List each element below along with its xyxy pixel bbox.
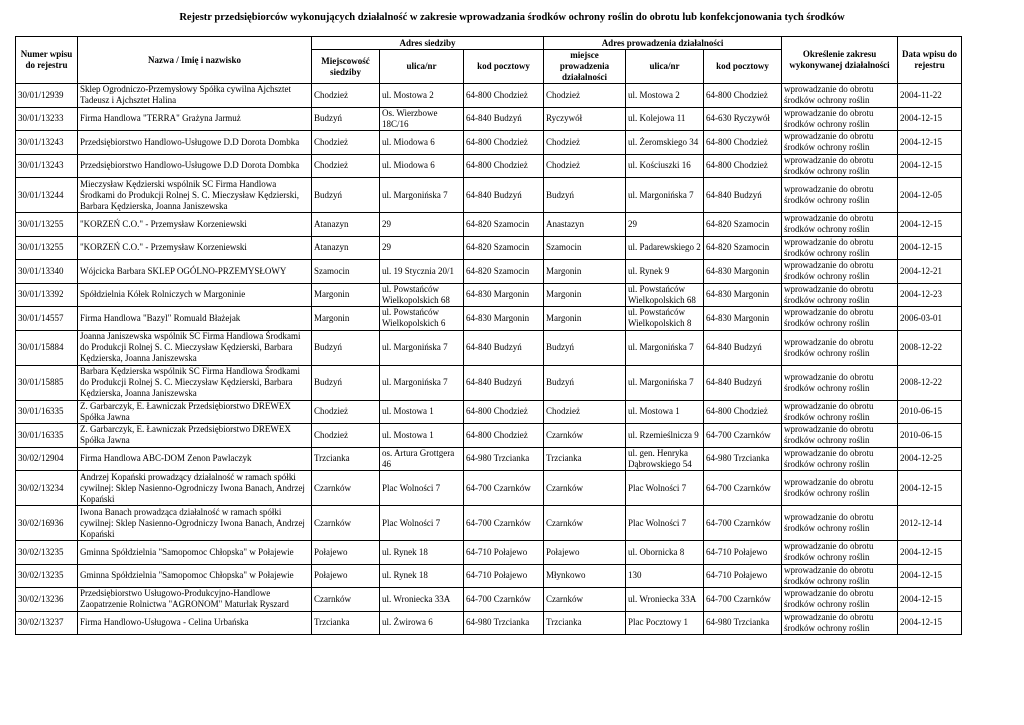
cell-kod-dzialalnosci: 64-840 Budzyń: [704, 330, 782, 365]
table-row: [16, 236, 962, 260]
cell-ulica-dzialalnosci: ul. Rynek 9: [626, 260, 704, 284]
cell-data-wpisu: 2008-12-22: [898, 365, 962, 400]
cell-miejscowosc-siedziby: Chodzież: [312, 424, 380, 448]
table-row: [16, 471, 962, 506]
cell-miejsce-dzialalnosci: Trzcianka: [544, 611, 626, 635]
cell-data-wpisu: 2006-03-01: [898, 307, 962, 331]
cell-nazwa: Mieczysław Kędzierski wspólnik SC Firma Handlowa Środkami do Produkcji Rolnej S. C. Mieczysław Kędzierski, Barbara Kędzierska, Joanna Janiszewska: [78, 178, 312, 213]
table-row: [16, 213, 962, 237]
cell-zakres: wprowadzanie do obrotu środków ochrony roślin: [782, 107, 898, 131]
cell-numer-wpisu: 30/01/15885: [16, 365, 78, 400]
table-row: [16, 131, 962, 155]
table-row: [16, 541, 962, 565]
header-kod-dzialalnosci: kod pocztowy: [704, 50, 782, 84]
cell-numer-wpisu: 30/02/13235: [16, 541, 78, 565]
cell-ulica-siedziby: ul. Wroniecka 33A: [380, 588, 464, 612]
table-row: [16, 260, 962, 284]
cell-nazwa: Iwona Banach prowadząca działalność w ramach spółki cywilnej: Sklep Nasienno-Ogrodniczy Iwona Banach, Andrzej Kopański: [78, 506, 312, 541]
cell-miejsce-dzialalnosci: Budzyń: [544, 178, 626, 213]
register-body: [16, 84, 962, 635]
cell-ulica-siedziby: Plac Wolności 7: [380, 506, 464, 541]
cell-data-wpisu: 2004-12-15: [898, 154, 962, 178]
table-row: [16, 588, 962, 612]
cell-zakres: wprowadzanie do obrotu środków ochrony roślin: [782, 283, 898, 307]
cell-nazwa: Gminna Spółdzielnia "Samopomoc Chłopska" w Połajewie: [78, 541, 312, 565]
cell-miejsce-dzialalnosci: Anastazyn: [544, 213, 626, 237]
cell-kod-dzialalnosci: 64-700 Czarnków: [704, 506, 782, 541]
cell-data-wpisu: 2010-06-15: [898, 424, 962, 448]
cell-ulica-dzialalnosci: ul. Wroniecka 33A: [626, 588, 704, 612]
cell-ulica-dzialalnosci: ul. Powstańców Wielkopolskich 68: [626, 283, 704, 307]
table-row: [16, 611, 962, 635]
header-miejsce-dzialalnosci: miejsce prowadzenia działalności: [544, 50, 626, 84]
cell-ulica-siedziby: ul. Powstańców Wielkopolskich 6: [380, 307, 464, 331]
cell-kod-siedziby: 64-800 Chodzież: [464, 154, 544, 178]
cell-ulica-dzialalnosci: ul. Mostowa 1: [626, 400, 704, 424]
cell-ulica-dzialalnosci: 130: [626, 564, 704, 588]
header-numer-wpisu: Numer wpisu do rejestru: [16, 37, 78, 84]
cell-ulica-siedziby: ul. Miodowa 6: [380, 154, 464, 178]
cell-miejscowosc-siedziby: Czarnków: [312, 471, 380, 506]
cell-miejsce-dzialalnosci: Młynkowo: [544, 564, 626, 588]
cell-miejscowosc-siedziby: Połajewo: [312, 541, 380, 565]
cell-data-wpisu: 2004-12-15: [898, 471, 962, 506]
cell-zakres: wprowadzanie do obrotu środków ochrony roślin: [782, 365, 898, 400]
header-zakres: Określenie zakresu wykonywanej działalności: [782, 37, 898, 84]
table-row: [16, 447, 962, 471]
table-row: [16, 424, 962, 448]
cell-numer-wpisu: 30/02/13236: [16, 588, 78, 612]
cell-data-wpisu: 2012-12-14: [898, 506, 962, 541]
cell-miejsce-dzialalnosci: Czarnków: [544, 424, 626, 448]
cell-nazwa: Z. Garbarczyk, E. Ławniczak Przedsiębiorstwo DREWEX Spółka Jawna: [78, 400, 312, 424]
cell-miejsce-dzialalnosci: Margonin: [544, 283, 626, 307]
cell-miejscowosc-siedziby: Chodzież: [312, 84, 380, 108]
cell-nazwa: Sklep Ogrodniczo-Przemysłowy Spółka cywilna Ajchsztet Tadeusz i Ajchsztet Halina: [78, 84, 312, 108]
cell-kod-siedziby: 64-830 Margonin: [464, 307, 544, 331]
cell-kod-dzialalnosci: 64-710 Połajewo: [704, 541, 782, 565]
cell-kod-siedziby: 64-840 Budzyń: [464, 107, 544, 131]
cell-numer-wpisu: 30/01/15884: [16, 330, 78, 365]
cell-zakres: wprowadzanie do obrotu środków ochrony roślin: [782, 236, 898, 260]
cell-numer-wpisu: 30/01/14557: [16, 307, 78, 331]
cell-miejscowosc-siedziby: Atanazyn: [312, 213, 380, 237]
cell-numer-wpisu: 30/01/13340: [16, 260, 78, 284]
cell-ulica-siedziby: ul. Rynek 18: [380, 541, 464, 565]
cell-ulica-siedziby: ul. Powstańców Wielkopolskich 68: [380, 283, 464, 307]
cell-ulica-dzialalnosci: ul. Margonińska 7: [626, 365, 704, 400]
cell-nazwa: Spółdzielnia Kółek Rolniczych w Margoninie: [78, 283, 312, 307]
cell-nazwa: Andrzej Kopański prowadzący działalność w ramach spółki cywilnej: Sklep Nasienno-Ogrodniczy Iwona Banach, Andrzej Kopański: [78, 471, 312, 506]
cell-kod-siedziby: 64-710 Połajewo: [464, 541, 544, 565]
table-row: [16, 564, 962, 588]
cell-ulica-dzialalnosci: Plac Wolności 7: [626, 471, 704, 506]
cell-kod-siedziby: 64-700 Czarnków: [464, 588, 544, 612]
cell-numer-wpisu: 30/01/16335: [16, 424, 78, 448]
cell-nazwa: Z. Garbarczyk, E. Ławniczak Przedsiębiorstwo DREWEX Spółka Jawna: [78, 424, 312, 448]
cell-miejsce-dzialalnosci: Margonin: [544, 307, 626, 331]
cell-kod-dzialalnosci: 64-700 Czarnków: [704, 471, 782, 506]
cell-miejscowosc-siedziby: Budzyń: [312, 107, 380, 131]
cell-kod-siedziby: 64-980 Trzcianka: [464, 447, 544, 471]
table-row: [16, 107, 962, 131]
cell-zakres: wprowadzanie do obrotu środków ochrony roślin: [782, 564, 898, 588]
cell-data-wpisu: 2004-12-25: [898, 447, 962, 471]
cell-nazwa: "KORZEŃ C.O." - Przemysław Korzeniewski: [78, 213, 312, 237]
cell-kod-siedziby: 64-830 Margonin: [464, 283, 544, 307]
cell-zakres: wprowadzanie do obrotu środków ochrony roślin: [782, 154, 898, 178]
cell-kod-siedziby: 64-820 Szamocin: [464, 260, 544, 284]
table-row: [16, 506, 962, 541]
cell-zakres: wprowadzanie do obrotu środków ochrony roślin: [782, 611, 898, 635]
cell-kod-siedziby: 64-700 Czarnków: [464, 506, 544, 541]
cell-miejsce-dzialalnosci: Budzyń: [544, 365, 626, 400]
cell-kod-dzialalnosci: 64-800 Chodzież: [704, 154, 782, 178]
cell-miejscowosc-siedziby: Trzcianka: [312, 447, 380, 471]
table-row: [16, 365, 962, 400]
document-title: Rejestr przedsiębiorców wykonujących działalność w zakresie wprowadzania środków ochrony roślin do obrotu lub konfekcjonowania tych środków: [179, 12, 845, 23]
cell-nazwa: Barbara Kędzierska wspólnik SC Firma Handlowa Środkami do Produkcji Rolnej S. C. Mieczysław Kędzierski, Barbara Kędzierska, Joanna Janiszewska: [78, 365, 312, 400]
cell-zakres: wprowadzanie do obrotu środków ochrony roślin: [782, 131, 898, 155]
cell-kod-siedziby: 64-700 Czarnków: [464, 471, 544, 506]
cell-kod-dzialalnosci: 64-710 Połajewo: [704, 564, 782, 588]
cell-kod-siedziby: 64-840 Budzyń: [464, 365, 544, 400]
header-kod-siedziby: kod pocztowy: [464, 50, 544, 84]
cell-numer-wpisu: 30/02/12904: [16, 447, 78, 471]
cell-nazwa: Firma Handlowa ABC-DOM Zenon Pawlaczyk: [78, 447, 312, 471]
cell-ulica-siedziby: 29: [380, 213, 464, 237]
cell-zakres: wprowadzanie do obrotu środków ochrony roślin: [782, 330, 898, 365]
cell-zakres: wprowadzanie do obrotu środków ochrony roślin: [782, 307, 898, 331]
cell-ulica-siedziby: ul. Rynek 18: [380, 564, 464, 588]
cell-ulica-dzialalnosci: ul. Padarewskiego 2: [626, 236, 704, 260]
cell-kod-siedziby: 64-710 Połajewo: [464, 564, 544, 588]
cell-numer-wpisu: 30/02/13235: [16, 564, 78, 588]
cell-miejsce-dzialalnosci: Trzcianka: [544, 447, 626, 471]
cell-data-wpisu: 2004-12-21: [898, 260, 962, 284]
cell-nazwa: Firma Handlowo-Usługowa - Celina Urbańska: [78, 611, 312, 635]
cell-kod-dzialalnosci: 64-800 Chodzież: [704, 400, 782, 424]
cell-nazwa: Przedsiębiorstwo Handlowo-Usługowe D.D Dorota Dombka: [78, 131, 312, 155]
cell-miejsce-dzialalnosci: Ryczywół: [544, 107, 626, 131]
cell-ulica-dzialalnosci: ul. Obornicka 8: [626, 541, 704, 565]
cell-zakres: wprowadzanie do obrotu środków ochrony roślin: [782, 178, 898, 213]
table-row: [16, 400, 962, 424]
cell-kod-dzialalnosci: 64-980 Trzcianka: [704, 447, 782, 471]
cell-miejsce-dzialalnosci: Chodzież: [544, 400, 626, 424]
cell-numer-wpisu: 30/02/13237: [16, 611, 78, 635]
cell-kod-dzialalnosci: 64-980 Trzcianka: [704, 611, 782, 635]
cell-ulica-dzialalnosci: ul. Margonińska 7: [626, 330, 704, 365]
cell-kod-siedziby: 64-840 Budzyń: [464, 330, 544, 365]
cell-zakres: wprowadzanie do obrotu środków ochrony roślin: [782, 424, 898, 448]
cell-miejscowosc-siedziby: Chodzież: [312, 154, 380, 178]
cell-miejscowosc-siedziby: Czarnków: [312, 506, 380, 541]
cell-data-wpisu: 2004-12-15: [898, 131, 962, 155]
cell-miejsce-dzialalnosci: Szamocin: [544, 236, 626, 260]
cell-data-wpisu: 2004-12-15: [898, 541, 962, 565]
cell-nazwa: Wójcicka Barbara SKLEP OGÓLNO-PRZEMYSŁOWY: [78, 260, 312, 284]
cell-kod-dzialalnosci: 64-840 Budzyń: [704, 365, 782, 400]
table-row: [16, 154, 962, 178]
cell-data-wpisu: 2010-06-15: [898, 400, 962, 424]
cell-kod-dzialalnosci: 64-630 Ryczywół: [704, 107, 782, 131]
cell-ulica-siedziby: ul. Margonińska 7: [380, 330, 464, 365]
table-row: [16, 84, 962, 108]
register-table: [15, 36, 962, 635]
cell-miejscowosc-siedziby: Połajewo: [312, 564, 380, 588]
cell-data-wpisu: 2004-12-15: [898, 213, 962, 237]
cell-ulica-dzialalnosci: ul. Powstańców Wielkopolskich 8: [626, 307, 704, 331]
cell-ulica-siedziby: ul. Miodowa 6: [380, 131, 464, 155]
cell-kod-dzialalnosci: 64-800 Chodzież: [704, 131, 782, 155]
cell-zakres: wprowadzanie do obrotu środków ochrony roślin: [782, 588, 898, 612]
cell-kod-dzialalnosci: 64-800 Chodzież: [704, 84, 782, 108]
cell-kod-siedziby: 64-800 Chodzież: [464, 131, 544, 155]
header-ulica-siedziby: ulica/nr: [380, 50, 464, 84]
cell-kod-dzialalnosci: 64-700 Czarnków: [704, 588, 782, 612]
cell-miejsce-dzialalnosci: Budzyń: [544, 330, 626, 365]
cell-miejscowosc-siedziby: Atanazyn: [312, 236, 380, 260]
cell-data-wpisu: 2004-12-23: [898, 283, 962, 307]
cell-numer-wpisu: 30/01/13392: [16, 283, 78, 307]
cell-miejsce-dzialalnosci: Chodzież: [544, 154, 626, 178]
table-row: [16, 283, 962, 307]
cell-ulica-siedziby: ul. Mostowa 1: [380, 400, 464, 424]
header-adres-dzialalnosci: Adres prowadzenia działalności: [544, 37, 782, 50]
cell-ulica-siedziby: os. Artura Grottgera 46: [380, 447, 464, 471]
cell-miejsce-dzialalnosci: Czarnków: [544, 506, 626, 541]
cell-miejscowosc-siedziby: Chodzież: [312, 400, 380, 424]
cell-miejscowosc-siedziby: Czarnków: [312, 588, 380, 612]
cell-zakres: wprowadzanie do obrotu środków ochrony roślin: [782, 213, 898, 237]
cell-ulica-dzialalnosci: ul. Kościuszki 16: [626, 154, 704, 178]
cell-kod-siedziby: 64-820 Szamocin: [464, 236, 544, 260]
cell-ulica-dzialalnosci: ul. Kolejowa 11: [626, 107, 704, 131]
cell-nazwa: Gminna Spółdzielnia "Samopomoc Chłopska" w Połajewie: [78, 564, 312, 588]
cell-kod-dzialalnosci: 64-820 Szamocin: [704, 236, 782, 260]
cell-ulica-siedziby: ul. 19 Stycznia 20/1: [380, 260, 464, 284]
cell-numer-wpisu: 30/01/13243: [16, 154, 78, 178]
cell-numer-wpisu: 30/02/16936: [16, 506, 78, 541]
cell-zakres: wprowadzanie do obrotu środków ochrony roślin: [782, 471, 898, 506]
cell-numer-wpisu: 30/01/12939: [16, 84, 78, 108]
cell-miejscowosc-siedziby: Margonin: [312, 283, 380, 307]
cell-numer-wpisu: 30/01/13255: [16, 213, 78, 237]
cell-numer-wpisu: 30/02/13234: [16, 471, 78, 506]
cell-data-wpisu: 2004-12-05: [898, 178, 962, 213]
cell-ulica-dzialalnosci: Plac Wolności 7: [626, 506, 704, 541]
header-adres-siedziby: Adres siedziby: [312, 37, 544, 50]
cell-miejsce-dzialalnosci: Chodzież: [544, 131, 626, 155]
cell-nazwa: Firma Handlowa "TERRA" Grażyna Jarmuż: [78, 107, 312, 131]
cell-miejscowosc-siedziby: Budzyń: [312, 365, 380, 400]
cell-numer-wpisu: 30/01/13243: [16, 131, 78, 155]
cell-kod-siedziby: 64-800 Chodzież: [464, 400, 544, 424]
cell-ulica-dzialalnosci: 29: [626, 213, 704, 237]
cell-data-wpisu: 2004-12-15: [898, 611, 962, 635]
cell-kod-dzialalnosci: 64-830 Margonin: [704, 307, 782, 331]
cell-kod-siedziby: 64-800 Chodzież: [464, 84, 544, 108]
cell-kod-dzialalnosci: 64-830 Margonin: [704, 283, 782, 307]
cell-miejscowosc-siedziby: Budzyń: [312, 178, 380, 213]
cell-data-wpisu: 2008-12-22: [898, 330, 962, 365]
table-row: [16, 178, 962, 213]
cell-numer-wpisu: 30/01/16335: [16, 400, 78, 424]
cell-miejsce-dzialalnosci: Chodzież: [544, 84, 626, 108]
cell-miejscowosc-siedziby: Chodzież: [312, 131, 380, 155]
cell-data-wpisu: 2004-11-22: [898, 84, 962, 108]
cell-miejscowosc-siedziby: Budzyń: [312, 330, 380, 365]
cell-ulica-siedziby: Os. Wierzbowe 18C/16: [380, 107, 464, 131]
cell-kod-dzialalnosci: 64-840 Budzyń: [704, 178, 782, 213]
cell-data-wpisu: 2004-12-15: [898, 236, 962, 260]
cell-ulica-dzialalnosci: ul. Margonińska 7: [626, 178, 704, 213]
cell-data-wpisu: 2004-12-15: [898, 107, 962, 131]
cell-zakres: wprowadzanie do obrotu środków ochrony roślin: [782, 506, 898, 541]
cell-miejsce-dzialalnosci: Czarnków: [544, 588, 626, 612]
cell-miejscowosc-siedziby: Trzcianka: [312, 611, 380, 635]
cell-kod-siedziby: 64-800 Chodzież: [464, 424, 544, 448]
cell-zakres: wprowadzanie do obrotu środków ochrony roślin: [782, 260, 898, 284]
cell-kod-siedziby: 64-840 Budzyń: [464, 178, 544, 213]
cell-ulica-siedziby: ul. Mostowa 2: [380, 84, 464, 108]
cell-numer-wpisu: 30/01/13233: [16, 107, 78, 131]
header-row-1: [16, 37, 962, 50]
cell-ulica-dzialalnosci: ul. gen. Henryka Dąbrowskiego 54: [626, 447, 704, 471]
cell-nazwa: "KORZEŃ C.O." - Przemysław Korzeniewski: [78, 236, 312, 260]
cell-ulica-siedziby: ul. Mostowa 1: [380, 424, 464, 448]
cell-kod-siedziby: 64-980 Trzcianka: [464, 611, 544, 635]
cell-nazwa: Joanna Janiszewska wspólnik SC Firma Handlowa Środkami do Produkcji Rolnej S. C. Mieczysław Kędzierski, Barbara Kędzierska, Joanna Janiszewska: [78, 330, 312, 365]
cell-zakres: wprowadzanie do obrotu środków ochrony roślin: [782, 400, 898, 424]
cell-kod-dzialalnosci: 64-830 Margonin: [704, 260, 782, 284]
cell-ulica-siedziby: 29: [380, 236, 464, 260]
cell-miejscowosc-siedziby: Margonin: [312, 307, 380, 331]
cell-miejsce-dzialalnosci: Czarnków: [544, 471, 626, 506]
cell-ulica-dzialalnosci: Plac Pocztowy 1: [626, 611, 704, 635]
table-row: [16, 307, 962, 331]
cell-miejsce-dzialalnosci: Margonin: [544, 260, 626, 284]
cell-ulica-siedziby: Plac Wolności 7: [380, 471, 464, 506]
cell-zakres: wprowadzanie do obrotu środków ochrony roślin: [782, 447, 898, 471]
header-ulica-dzialalnosci: ulica/nr: [626, 50, 704, 84]
cell-kod-siedziby: 64-820 Szamocin: [464, 213, 544, 237]
cell-nazwa: Przedsiębiorstwo Usługowo-Produkcyjno-Handlowe Zaopatrzenie Rolnictwa "AGRONOM" Maturlak Ryszard: [78, 588, 312, 612]
cell-ulica-dzialalnosci: ul. Mostowa 2: [626, 84, 704, 108]
cell-nazwa: Firma Handlowa "Bazyl" Romuald Błażejak: [78, 307, 312, 331]
cell-ulica-siedziby: ul. Żwirowa 6: [380, 611, 464, 635]
cell-nazwa: Przedsiębiorstwo Handlowo-Usługowe D.D Dorota Dombka: [78, 154, 312, 178]
cell-zakres: wprowadzanie do obrotu środków ochrony roślin: [782, 541, 898, 565]
cell-kod-dzialalnosci: 64-820 Szamocin: [704, 213, 782, 237]
cell-miejscowosc-siedziby: Szamocin: [312, 260, 380, 284]
cell-kod-dzialalnosci: 64-700 Czarnków: [704, 424, 782, 448]
header-data-wpisu: Data wpisu do rejestru: [898, 37, 962, 84]
cell-numer-wpisu: 30/01/13255: [16, 236, 78, 260]
cell-zakres: wprowadzanie do obrotu środków ochrony roślin: [782, 84, 898, 108]
cell-data-wpisu: 2004-12-15: [898, 564, 962, 588]
cell-ulica-siedziby: ul. Margonińska 7: [380, 365, 464, 400]
cell-data-wpisu: 2004-12-15: [898, 588, 962, 612]
cell-ulica-siedziby: ul. Margonińska 7: [380, 178, 464, 213]
cell-numer-wpisu: 30/01/13244: [16, 178, 78, 213]
cell-ulica-dzialalnosci: ul. Żeromskiego 34: [626, 131, 704, 155]
cell-miejsce-dzialalnosci: Połajewo: [544, 541, 626, 565]
header-miejscowosc-siedziby: Miejscowość siedziby: [312, 50, 380, 84]
header-nazwa: Nazwa / Imię i nazwisko: [78, 37, 312, 84]
table-row: [16, 330, 962, 365]
cell-ulica-dzialalnosci: ul. Rzemieślnicza 9: [626, 424, 704, 448]
